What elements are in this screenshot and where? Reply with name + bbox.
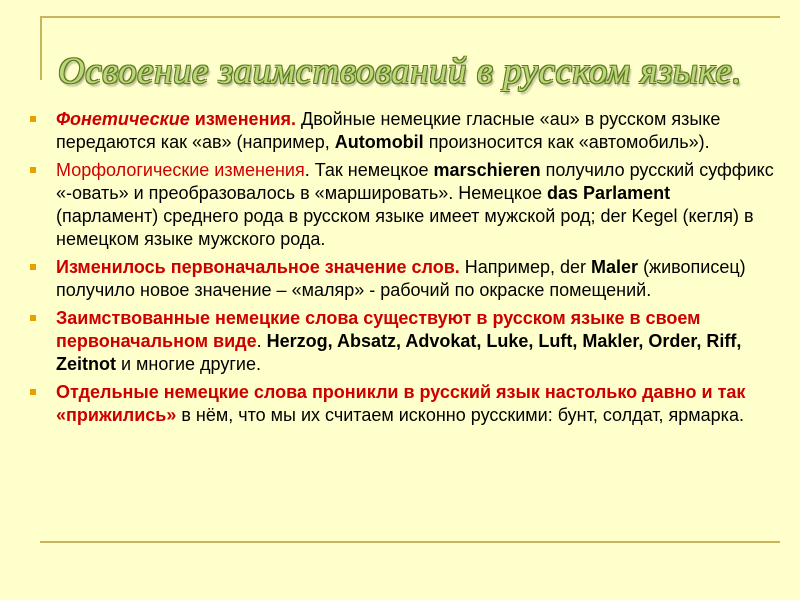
list-item-assimilated — [24, 381, 774, 427]
bullet-icon — [30, 389, 36, 395]
item-text: получило русский суффикс «-овать» и преобразовалось в «маршировать». Немецкое — [56, 160, 774, 203]
item-text: (парламент) среднего рода в русском языке имеет мужской род; der Kegel (кегля) в немецком языке мужского рода. — [56, 206, 754, 249]
german-word: Automobil — [334, 132, 424, 152]
item-heading: Отдельные немецкие слова проникли в русский язык настолько давно и так «прижились» — [56, 382, 746, 425]
slide-title: Освоение заимствований в русском языке. — [57, 51, 743, 92]
item-text: . — [256, 331, 267, 351]
german-word: marschieren — [433, 160, 541, 180]
bullet-icon — [30, 116, 36, 122]
list-item-original-form — [24, 307, 774, 376]
item-heading: Морфологические изменения — [56, 160, 305, 180]
item-text: произносится как «автомобиль»). — [423, 132, 710, 152]
item-text: Например, der — [459, 257, 592, 277]
german-word: das Parlament — [547, 183, 671, 203]
german-word: Maler — [591, 257, 639, 277]
item-text: . Так немецкое — [304, 160, 434, 180]
item-text: в нём, что мы их считаем исконно русскими: бунт, солдат, ярмарка. — [176, 405, 744, 425]
bullet-icon — [30, 315, 36, 321]
german-word-list: Herzog, Absatz, Advokat, Luke, Luft, Makler, Order, Riff, Zeitnot — [56, 331, 742, 374]
item-text: (живописец) получило новое значение – «маляр» - рабочий по окраске помещений. — [56, 257, 746, 300]
list-item-morphologic — [24, 159, 774, 251]
item-text: и многие другие. — [116, 354, 261, 374]
item-text: Двойные немецкие гласные «au» в русском языке передаются как «ав» (например, — [56, 109, 721, 152]
item-heading: Изменилось первоначальное значение слов. — [56, 257, 460, 277]
bullet-icon — [30, 264, 36, 270]
frame-bottom-line — [40, 541, 780, 543]
bullet-list — [24, 108, 774, 432]
list-item-phonetic — [24, 108, 774, 154]
item-heading: изменения. — [189, 109, 297, 129]
bullet-icon — [30, 167, 36, 173]
frame-top-line — [40, 16, 780, 18]
item-heading: Заимствованные немецкие слова существуют в русском языке в своем первоначальном виде — [56, 308, 701, 351]
list-item-meaning — [24, 256, 774, 302]
item-heading: Фонетические — [56, 109, 190, 129]
